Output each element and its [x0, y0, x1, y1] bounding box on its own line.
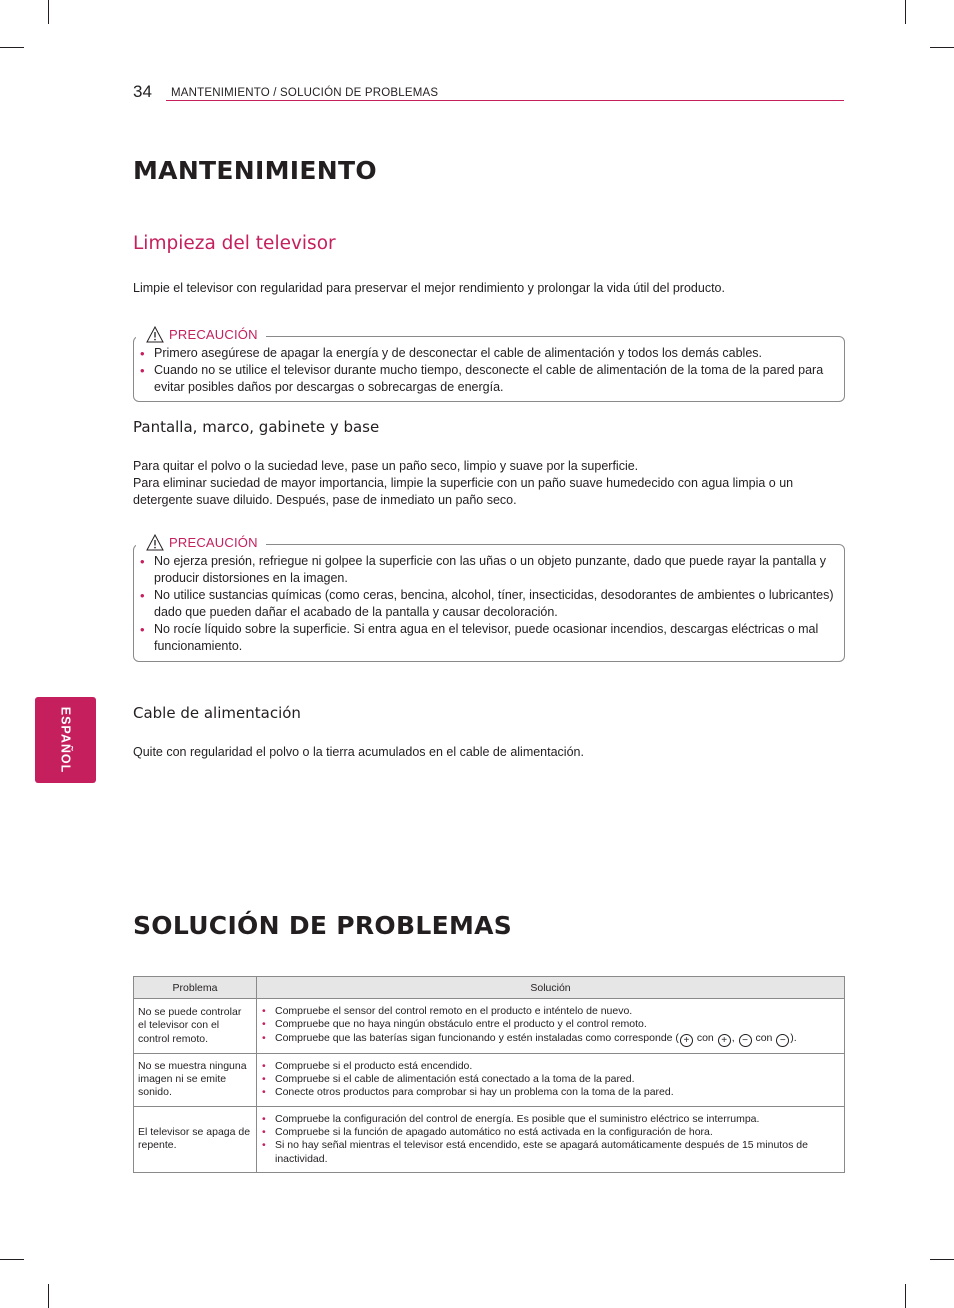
crop-mark [48, 1284, 49, 1308]
cable-text: Quite con regularidad el polvo o la tierra acumulados en el cable de alimentación. [133, 745, 584, 759]
column-header-solution: Solución [257, 977, 845, 999]
plus-circle-icon: + [680, 1034, 693, 1047]
cleaning-title: Limpieza del televisor [133, 233, 336, 254]
table-row [134, 999, 845, 1054]
solution-list [261, 1005, 840, 1047]
solution-item [261, 1032, 840, 1047]
troubleshooting-table [133, 976, 845, 1173]
caution-list [134, 553, 844, 655]
column-header-problem: Problema [134, 977, 257, 999]
maintenance-title: MANTENIMIENTO [133, 156, 377, 185]
table-row [134, 1106, 845, 1172]
troubleshooting-title: SOLUCIÓN DE PROBLEMAS [133, 911, 513, 940]
warning-triangle-icon [146, 326, 164, 343]
crop-mark [930, 47, 954, 48]
solution-list [261, 1113, 840, 1166]
solution-cell [257, 999, 845, 1054]
screen-title: Pantalla, marco, gabinete y base [133, 418, 380, 436]
solution-list [261, 1060, 840, 1100]
problem-cell: El televisor se apaga de repente. [134, 1106, 257, 1172]
plus-circle-icon: + [718, 1034, 731, 1047]
minus-circle-icon: − [739, 1034, 752, 1047]
crop-mark [930, 1259, 954, 1260]
caution-item: • No rocíe líquido sobre la superficie. Si entra agua en el televisor, puede ocasionar incendios, descargas eléctricas o mal funcionamiento. [134, 621, 844, 655]
problem-cell: No se muestra ninguna imagen ni se emite sonido. [134, 1053, 257, 1106]
caution-item: • Primero asegúrese de apagar la energía y de desconectar el cable de alimentación y todos los demás cables. [134, 345, 844, 362]
crop-mark [905, 1284, 906, 1308]
page-number: 34 [133, 82, 152, 101]
cleaning-intro: Limpie el televisor con regularidad para preservar el mejor rendimiento y prolongar la vida útil del producto. [133, 281, 725, 295]
caution-item: • Cuando no se utilice el televisor durante mucho tiempo, desconecte el cable de alimentación de la toma de la pared para evitar posibles daños por descargas o sobrecargas de energía. [134, 362, 844, 396]
solution-item: • Compruebe la configuración del control de energía. Es posible que el suministro eléctrico se interrumpa. [261, 1113, 840, 1126]
solution-item: • Compruebe el sensor del control remoto en el producto e inténtelo de nuevo. [261, 1005, 840, 1018]
running-title: MANTENIMIENTO / SOLUCIÓN DE PROBLEMAS [171, 87, 439, 99]
solution-item: • Si no hay señal mientras el televisor está encendido, este se apagará automáticamente después de 15 minutos de inactividad. [261, 1139, 840, 1166]
warning-triangle-icon [146, 534, 164, 551]
battery-text-con: con [752, 1031, 776, 1044]
caution-item: • No utilice sustancias químicas (como ceras, bencina, alcohol, tíner, insecticidas, desodorantes de ambientes o lubricantes) dado que pueden dañar el acabado de la pantalla y causar decoloración. [134, 587, 844, 621]
battery-text-con: con [693, 1031, 717, 1044]
battery-text-suffix: ). [790, 1031, 797, 1044]
language-tab-label-wrap [35, 697, 96, 783]
solution-item: • Compruebe si el cable de alimentación está conectado a la toma de la pared. [261, 1073, 840, 1086]
solution-item: • Compruebe si la función de apagado automático no está activada en la configuración de hora. [261, 1126, 840, 1139]
solution-item: • Conecte otros productos para comprobar si hay un problema con la toma de la pared. [261, 1086, 840, 1099]
minus-circle-icon: − [776, 1034, 789, 1047]
solution-item: • Compruebe que no haya ningún obstáculo entre el producto y el control remoto. [261, 1018, 840, 1031]
crop-mark [48, 0, 49, 24]
crop-mark [0, 1259, 24, 1260]
crop-mark [0, 47, 24, 48]
caution-label-text: PRECAUCIÓN [169, 327, 258, 342]
battery-text-sep: , [731, 1031, 738, 1044]
header-rule [166, 100, 844, 101]
crop-mark [905, 0, 906, 24]
caution-list [134, 345, 844, 396]
screen-paragraph-1: Para quitar el polvo o la suciedad leve, pase un paño seco, limpio y suave por la superficie. [133, 459, 639, 473]
solution-cell [257, 1106, 845, 1172]
table-header-row [134, 977, 845, 999]
solution-item: • Compruebe si el producto está encendido. [261, 1060, 840, 1073]
caution-label [136, 326, 266, 343]
screen-paragraph-2: Para eliminar suciedad de mayor importancia, limpie la superficie con un paño suave humedecido con agua limpia o un detergente suave diluido. Después, pase de inmediato un paño seco. [133, 476, 794, 507]
problem-cell: No se puede controlar el televisor con el control remoto. [134, 999, 257, 1054]
caution-box [133, 327, 845, 402]
language-tab-label: ESPAÑOL [58, 706, 73, 774]
table-row [134, 1053, 845, 1106]
solution-cell [257, 1053, 845, 1106]
caution-label [136, 534, 266, 551]
caution-item: • No ejerza presión, refriegue ni golpee la superficie con las uñas o un objeto punzante, dado que puede rayar la pantalla y producir distorsiones en la imagen. [134, 553, 844, 587]
caution-label-text: PRECAUCIÓN [169, 535, 258, 550]
battery-text-prefix: Compruebe que las baterías sigan funcionando y estén instaladas como corresponde ( [275, 1031, 679, 1044]
caution-box [133, 535, 845, 662]
cable-title: Cable de alimentación [133, 704, 301, 722]
